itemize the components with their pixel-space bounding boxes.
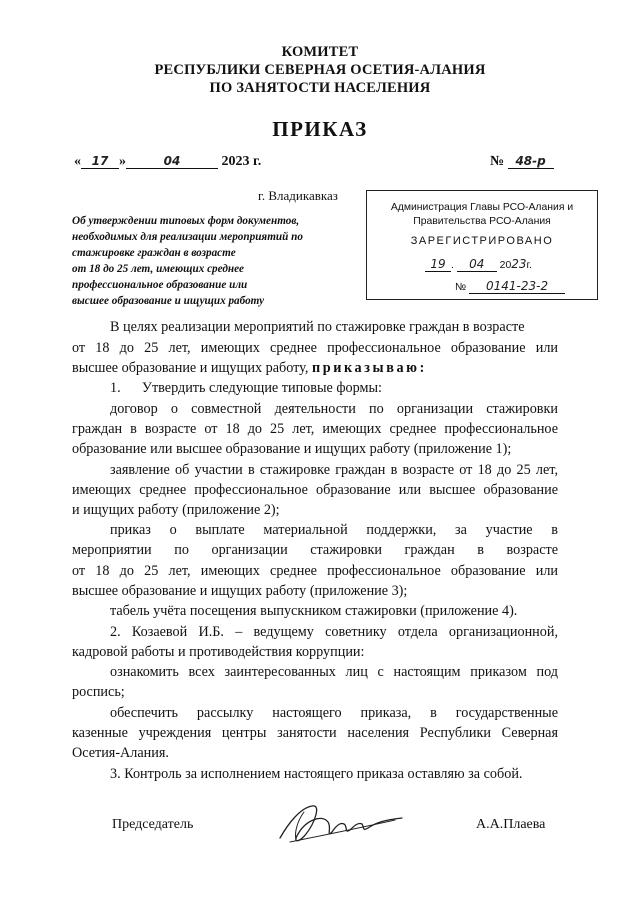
body-line: и ищущих работу (приложение 2);	[72, 502, 280, 518]
date-close-quote: »	[119, 154, 126, 169]
body-line: договор о совместной деятельности по организации стажировки	[110, 401, 558, 417]
date-month: 04	[126, 154, 218, 169]
date-year: 2023 г.	[221, 154, 262, 169]
body-line: образование или высшее образование и ищущих работу (приложение 1);	[72, 441, 512, 457]
list-item-2: 2. Козаевой И.Б. – ведущему советнику отдела организационной,	[110, 624, 558, 640]
list-item-1: 1. Утвердить следующие типовые формы:	[110, 380, 382, 396]
subject-line: от 18 до 25 лет, имеющих среднее	[72, 263, 245, 275]
signatory-name: А.А.Плаева	[476, 817, 546, 832]
body-line: табель учёта посещения выпускником стажировки (приложение 4).	[110, 603, 518, 619]
stamp-line-2: Правительства РСО-Алания	[413, 216, 551, 227]
stamp-date-separator: .	[451, 260, 454, 271]
body-line: высшее образование и ищущих работу (приложение 3);	[72, 583, 408, 599]
order-number-label: №	[490, 154, 505, 169]
city: г. Владикавказ	[258, 188, 338, 203]
org-name-line-1: КОМИТЕТ	[281, 44, 359, 60]
subject-line: необходимых для реализации мероприятий по	[72, 231, 303, 243]
list-item-3: 3. Контроль за исполнением настоящего приказа оставляю за собой.	[110, 766, 523, 782]
handwritten-signature	[270, 794, 410, 854]
subject-line: высшее образование и ищущих работу	[72, 295, 265, 307]
body-line: казенные учреждения центры занятости населения Республики Северная	[72, 725, 558, 741]
body-line: заявление об участии в стажировке граждан в возрасте от 18 до 25 лет,	[110, 462, 558, 478]
order-number-value: 48-р	[508, 154, 554, 169]
body-line: роспись;	[72, 684, 125, 700]
stamp-number-value: 0141-23-2	[469, 279, 565, 294]
stamp-date-year-suffix: 23	[511, 257, 527, 271]
body-line: мероприятии по организации стажировки граждан в возрасте	[72, 542, 558, 558]
date-day: 17	[81, 154, 119, 169]
org-name-line-2: РЕСПУБЛИКИ СЕВЕРНАЯ ОСЕТИЯ-АЛАНИЯ	[154, 62, 486, 78]
body-line: от 18 до 25 лет, имеющих среднее профессиональное образование или	[72, 563, 558, 579]
date-open-quote: «	[74, 154, 81, 169]
signatory-position: Председатель	[112, 817, 194, 832]
document-type-title: ПРИКАЗ	[272, 117, 368, 141]
body-line: от 18 до 25 лет, имеющих среднее профессиональное образование или	[72, 340, 558, 356]
body-text: высшее образование и ищущих работу,	[72, 360, 309, 376]
subject-line: профессиональное образование или	[72, 279, 248, 291]
body-line: ознакомить всех заинтересованных лиц с настоящим приказом под	[110, 664, 558, 680]
body-line: имеющих среднее профессиональное образование или высшее образование	[72, 482, 558, 498]
org-name-line-3: ПО ЗАНЯТОСТИ НАСЕЛЕНИЯ	[209, 80, 431, 96]
body-line: обеспечить рассылку настоящего приказа, в государственные	[110, 705, 558, 721]
body-line-decree	[72, 359, 427, 379]
body-line: кадровой работы и противодействия коррупции:	[72, 644, 365, 660]
body-line: Осетия-Алания.	[72, 745, 169, 761]
stamp-number-label: №	[455, 282, 467, 293]
stamp-date-day: 19	[425, 257, 451, 272]
body-line: В целях реализации мероприятий по стажировке граждан в возрасте	[110, 319, 525, 335]
body-line: граждан в возрасте от 18 до 25 лет, имеющих среднее профессиональное	[72, 421, 558, 437]
body-line: приказ о выплате материальной поддержки, за участие в	[110, 522, 558, 538]
stamp-date-year-end: г.	[526, 260, 532, 271]
stamp-line-1: Администрация Главы РСО-Алания и	[390, 202, 574, 213]
subject-line: Об утверждении типовых форм документов,	[72, 215, 300, 227]
stamp-date-year-prefix: 20	[499, 260, 512, 271]
stamp-registered: ЗАРЕГИСТРИРОВАНО	[410, 235, 554, 247]
stamp-date-month: 04	[457, 257, 497, 272]
decree-word: приказываю:	[311, 360, 427, 376]
subject-line: стажировке граждан в возрасте	[72, 247, 236, 259]
